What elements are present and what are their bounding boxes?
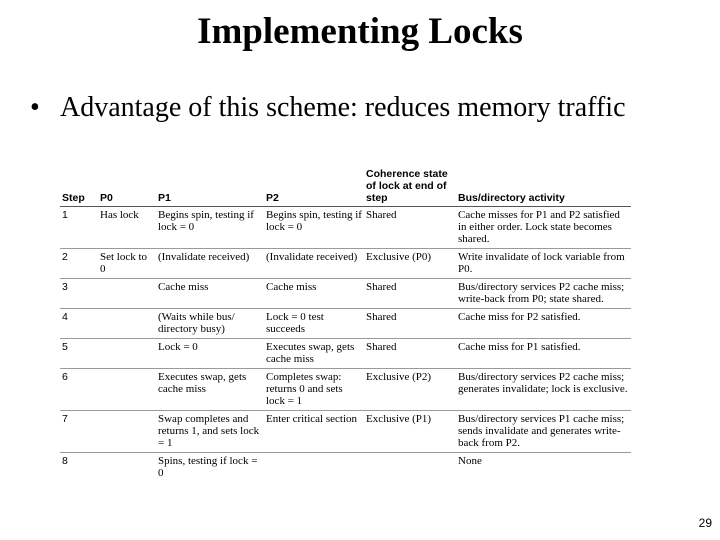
cell-p0: Has lock — [98, 207, 156, 249]
cell-activity: Write invalidate of lock variable from P0. — [456, 249, 631, 279]
cell-activity: Cache miss for P2 satisfied. — [456, 309, 631, 339]
cell-step: 1 — [60, 207, 98, 249]
cell-p2: Enter critical section — [264, 411, 364, 453]
header-bus-activity: Bus/directory activity — [456, 168, 631, 207]
cell-activity: Cache misses for P1 and P2 satisfied in either order. Lock state becomes shared. — [456, 207, 631, 249]
cell-p0 — [98, 309, 156, 339]
cell-activity: Bus/directory services P2 cache miss; write-back from P0; state shared. — [456, 279, 631, 309]
cell-p2: Executes swap, gets cache miss — [264, 339, 364, 369]
cell-p0 — [98, 339, 156, 369]
header-p1: P1 — [156, 168, 264, 207]
cell-p2: Completes swap: returns 0 and sets lock = 1 — [264, 369, 364, 411]
cell-activity: Bus/directory services P2 cache miss; generates invalidate; lock is exclusive. — [456, 369, 631, 411]
cell-p0 — [98, 411, 156, 453]
lock-steps-table-container — [60, 168, 631, 482]
cell-p1: Begins spin, testing if lock = 0 — [156, 207, 264, 249]
cell-p1: Spins, testing if lock = 0 — [158, 455, 258, 479]
table-row — [60, 249, 631, 279]
cell-step: 8 — [62, 455, 68, 467]
table-row — [60, 309, 631, 339]
table-header-row — [60, 168, 631, 207]
table-row — [60, 411, 631, 453]
cell-p1: Cache miss — [156, 279, 264, 309]
cell-state: Shared — [364, 339, 456, 369]
header-step: Step — [60, 168, 98, 207]
bullet-marker: • — [30, 92, 40, 123]
bullet-text: Advantage of this scheme: reduces memory traffic — [60, 92, 626, 123]
cell-activity: Cache miss for P1 satisfied. — [456, 339, 631, 369]
table-row — [60, 453, 631, 483]
cell-p0 — [98, 453, 156, 483]
table-row — [60, 207, 631, 249]
cell-p2: Begins spin, testing if lock = 0 — [264, 207, 364, 249]
cell-step: 6 — [60, 369, 98, 411]
cell-p2: Lock = 0 test succeeds — [264, 309, 364, 339]
cell-step: 2 — [60, 249, 98, 279]
cell-state: Shared — [364, 309, 456, 339]
cell-p0 — [98, 369, 156, 411]
cell-p1: (Waits while bus/ directory busy) — [156, 309, 264, 339]
cell-p2: (Invalidate received) — [264, 249, 364, 279]
cell-state: Shared — [364, 279, 456, 309]
cell-step: 5 — [60, 339, 98, 369]
header-p2: P2 — [264, 168, 364, 207]
cell-p0 — [98, 279, 156, 309]
cell-step: 7 — [60, 411, 98, 453]
bullet-point — [30, 92, 670, 124]
cell-activity: None — [458, 455, 482, 467]
cell-p1: Executes swap, gets cache miss — [156, 369, 264, 411]
cell-state: Exclusive (P0) — [364, 249, 456, 279]
slide-title: Implementing Locks — [197, 11, 523, 52]
cell-state: Shared — [364, 207, 456, 249]
page-number: 29 — [698, 516, 712, 530]
cell-step: 4 — [60, 309, 98, 339]
cell-p0: Set lock to 0 — [98, 249, 156, 279]
cell-state: Exclusive (P1) — [364, 411, 456, 453]
cell-p2 — [264, 453, 364, 483]
lock-steps-table — [60, 168, 631, 482]
cell-step: 3 — [60, 279, 98, 309]
cell-p2: Cache miss — [264, 279, 364, 309]
table-row — [60, 369, 631, 411]
table-row — [60, 279, 631, 309]
cell-p1: (Invalidate received) — [156, 249, 264, 279]
header-coherence-state: Coherence state of lock at end of step — [364, 168, 456, 207]
table-row — [60, 339, 631, 369]
cell-state: Exclusive (P2) — [364, 369, 456, 411]
cell-state — [364, 453, 456, 483]
cell-p1: Lock = 0 — [156, 339, 264, 369]
cell-activity: Bus/directory services P1 cache miss; sends invalidate and generates write-back from P2. — [456, 411, 631, 453]
header-p0: P0 — [98, 168, 156, 207]
cell-p1: Swap completes and returns 1, and sets lock = 1 — [156, 411, 264, 453]
